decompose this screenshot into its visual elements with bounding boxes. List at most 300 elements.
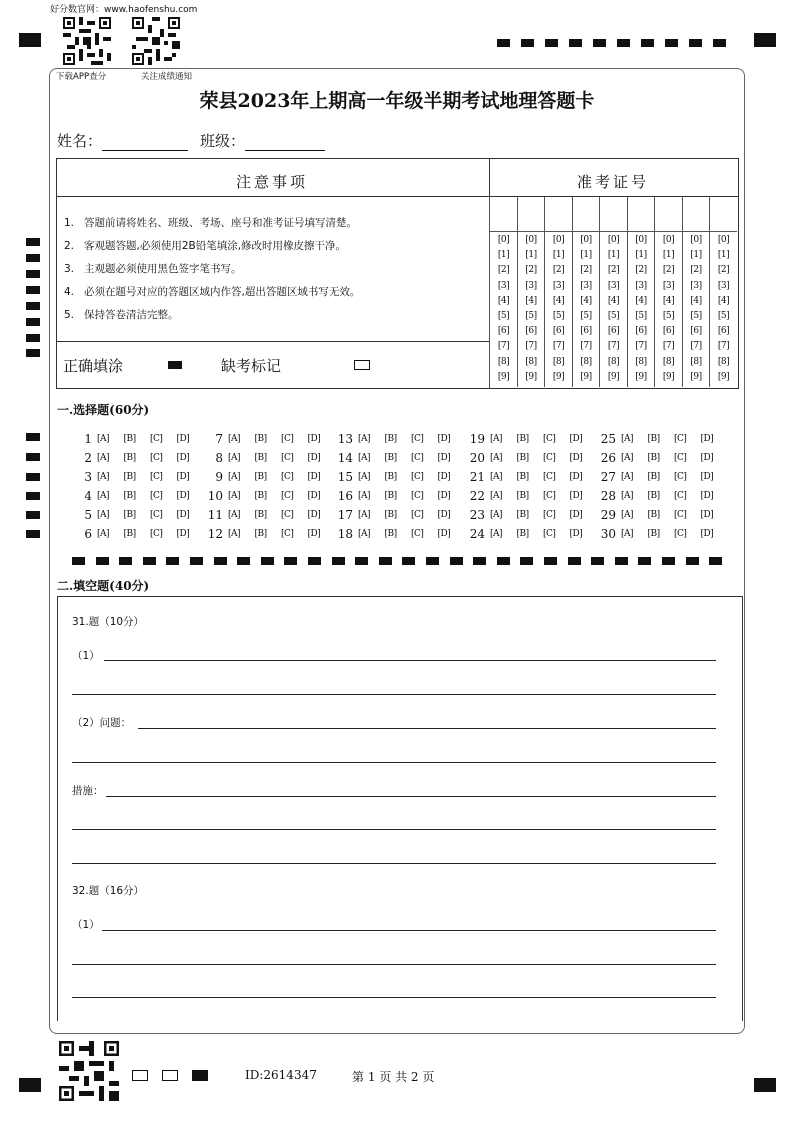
question-number: 13 xyxy=(337,432,353,446)
exam-id-column[interactable] xyxy=(654,197,682,387)
option-bubble[interactable]: [C] xyxy=(411,510,424,520)
option-bubble[interactable]: [C] xyxy=(543,453,556,463)
exam-id-digit-bubble[interactable]: [9] xyxy=(497,371,510,382)
exam-id-digit-bubble[interactable]: [9] xyxy=(580,371,592,382)
page-title: 荣县2023年上期高一年级半期考试地理答题卡 xyxy=(199,90,595,112)
exam-id-digit-bubble[interactable]: [6] xyxy=(607,326,620,337)
option-bubble[interactable]: [A] xyxy=(358,491,371,501)
option-bubble[interactable]: [A] xyxy=(621,491,634,501)
q31-measures-label: 措施： xyxy=(72,785,104,797)
exam-id-digit-bubble[interactable]: [6] xyxy=(525,326,537,337)
option-bubble[interactable]: [A] xyxy=(97,434,110,444)
exam-id-digit-bubble[interactable]: [2] xyxy=(497,265,510,276)
exam-id-digit-bubble[interactable]: [3] xyxy=(497,280,510,291)
answer-line[interactable] xyxy=(72,964,716,965)
option-bubble[interactable]: [A] xyxy=(97,472,110,482)
exam-id-write-cell[interactable] xyxy=(518,197,545,232)
exam-id-write-cell[interactable] xyxy=(600,197,627,232)
option-bubble[interactable]: [D] xyxy=(176,453,190,463)
question-number: 23 xyxy=(469,508,485,522)
option-bubble[interactable]: [D] xyxy=(569,434,583,444)
option-bubble[interactable]: [B] xyxy=(384,434,397,444)
option-bubble[interactable]: [A] xyxy=(490,434,503,444)
timing-mark xyxy=(615,557,628,565)
option-bubble[interactable]: [D] xyxy=(176,434,190,444)
option-bubble[interactable]: [B] xyxy=(647,453,660,463)
exam-id-digit-bubble[interactable]: [2] xyxy=(580,265,592,276)
exam-id-digit-bubble[interactable]: [1] xyxy=(580,250,592,261)
exam-id-digit-bubble[interactable]: [6] xyxy=(552,326,565,337)
option-bubble[interactable]: [C] xyxy=(543,510,556,520)
timing-mark xyxy=(473,557,486,565)
exam-id-digit-bubble[interactable]: [8] xyxy=(635,356,647,367)
note-item: 3. 主观题必须使用黑色签字笔书写。 xyxy=(64,263,242,275)
note-item: 1. 答题前请将姓名、班级、考场、座号和准考证号填写清楚。 xyxy=(64,217,357,229)
option-bubble[interactable]: [C] xyxy=(674,510,687,520)
option-bubble[interactable]: [B] xyxy=(516,453,529,463)
exam-id-digit-bubble[interactable]: [5] xyxy=(662,311,675,321)
option-bubble[interactable]: [C] xyxy=(150,491,163,501)
exam-id-header: 准考证号 xyxy=(576,173,649,191)
option-bubble[interactable]: [C] xyxy=(150,510,163,520)
option-bubble[interactable]: [A] xyxy=(621,434,634,444)
option-bubble[interactable]: [C] xyxy=(150,453,163,463)
exam-id-digit-bubble[interactable]: [6] xyxy=(497,326,510,337)
option-bubble[interactable]: [D] xyxy=(307,491,321,501)
option-bubble[interactable]: [D] xyxy=(437,491,451,501)
class-blank[interactable] xyxy=(245,135,325,151)
exam-id-digit-bubble[interactable]: [6] xyxy=(717,326,730,337)
exam-id-column[interactable] xyxy=(627,197,655,387)
option-bubble[interactable]: [A] xyxy=(490,491,503,501)
option-bubble[interactable]: [D] xyxy=(700,453,714,463)
exam-id-digit-bubble[interactable]: [9] xyxy=(662,371,675,382)
option-bubble[interactable]: [B] xyxy=(254,434,267,444)
exam-id-digit-bubble[interactable]: [1] xyxy=(552,250,565,261)
option-bubble[interactable]: [B] xyxy=(254,510,267,520)
option-bubble[interactable]: [B] xyxy=(647,434,660,444)
absent-mark-box[interactable] xyxy=(354,360,370,370)
exam-id-digit-bubble[interactable]: [1] xyxy=(690,250,702,261)
timing-mark xyxy=(26,473,40,481)
exam-id-digit-bubble[interactable]: [5] xyxy=(580,311,592,321)
exam-id-digit-bubble[interactable]: [8] xyxy=(690,356,702,367)
option-bubble[interactable]: [C] xyxy=(411,529,424,539)
exam-id-digit-bubble[interactable]: [8] xyxy=(525,356,537,367)
answer-line[interactable] xyxy=(102,930,716,931)
timing-mark xyxy=(591,557,604,565)
exam-id-digit-bubble[interactable]: [2] xyxy=(552,265,565,276)
option-bubble[interactable]: [A] xyxy=(621,529,634,539)
timing-mark xyxy=(190,557,203,565)
exam-id-digit-bubble[interactable]: [4] xyxy=(552,295,565,306)
exam-id-digit-bubble[interactable]: [2] xyxy=(662,265,675,276)
option-bubble[interactable]: [D] xyxy=(176,491,190,501)
exam-id-digit-bubble[interactable]: [0] xyxy=(690,235,702,245)
exam-id-write-cell[interactable] xyxy=(655,197,682,232)
option-bubble[interactable]: [A] xyxy=(228,491,241,501)
exam-id-write-cell[interactable] xyxy=(490,197,517,232)
exam-id-write-cell[interactable] xyxy=(545,197,572,232)
option-bubble[interactable]: [A] xyxy=(97,491,110,501)
corner-mark-top-left xyxy=(19,33,41,47)
exam-id-digit-bubble[interactable]: [4] xyxy=(635,295,647,306)
timing-mark xyxy=(686,557,699,565)
exam-id-digit-bubble[interactable]: [1] xyxy=(662,250,675,261)
q31-title: 31.题（10分） xyxy=(72,616,145,628)
option-bubble[interactable]: [C] xyxy=(543,529,556,539)
exam-id-digit-bubble[interactable]: [3] xyxy=(525,280,537,291)
option-bubble[interactable]: [D] xyxy=(569,510,583,520)
option-bubble[interactable]: [A] xyxy=(97,453,110,463)
exam-id-digit-bubble[interactable]: [0] xyxy=(580,235,592,245)
option-bubble[interactable]: [A] xyxy=(358,510,371,520)
option-bubble[interactable]: [A] xyxy=(490,529,503,539)
exam-id-digit-bubble[interactable]: [8] xyxy=(580,356,592,367)
exam-id-digit-bubble[interactable]: [0] xyxy=(635,235,647,245)
question-number: 11 xyxy=(207,508,223,522)
option-bubble[interactable]: [A] xyxy=(228,510,241,520)
option-bubble[interactable]: [C] xyxy=(411,491,424,501)
exam-id-digit-bubble[interactable]: [3] xyxy=(552,280,565,291)
exam-id-column[interactable] xyxy=(517,197,545,387)
option-bubble[interactable]: [B] xyxy=(647,472,660,482)
exam-id-digit-bubble[interactable]: [6] xyxy=(580,326,592,337)
answer-line[interactable] xyxy=(104,660,716,661)
option-bubble[interactable]: [B] xyxy=(123,510,136,520)
option-bubble[interactable]: [D] xyxy=(700,434,714,444)
option-bubble[interactable]: [A] xyxy=(490,453,503,463)
option-bubble[interactable]: [C] xyxy=(543,491,556,501)
option-bubble[interactable]: [B] xyxy=(123,491,136,501)
question-number: 18 xyxy=(337,527,353,541)
option-bubble[interactable]: [A] xyxy=(228,434,241,444)
class-field[interactable] xyxy=(200,130,325,151)
exam-id-digit-bubble[interactable]: [3] xyxy=(690,280,702,291)
option-bubble[interactable]: [D] xyxy=(176,472,190,482)
option-bubble[interactable]: [B] xyxy=(254,453,267,463)
exam-id-digit-bubble[interactable]: [0] xyxy=(497,235,510,245)
name-field[interactable] xyxy=(57,130,188,151)
name-blank[interactable] xyxy=(102,135,188,151)
option-bubble[interactable]: [C] xyxy=(411,472,424,482)
option-bubble[interactable]: [B] xyxy=(123,434,136,444)
exam-id-column[interactable] xyxy=(599,197,627,387)
option-bubble[interactable]: [B] xyxy=(516,529,529,539)
exam-id-digit-bubble[interactable]: [3] xyxy=(635,280,647,291)
option-bubble[interactable]: [C] xyxy=(543,434,556,444)
option-bubble[interactable]: [C] xyxy=(281,491,294,501)
timing-mark xyxy=(545,39,558,47)
exam-id-digit-bubble[interactable]: [9] xyxy=(690,371,702,382)
option-bubble[interactable]: [D] xyxy=(569,529,583,539)
exam-id-column[interactable] xyxy=(709,197,737,387)
exam-id-column[interactable] xyxy=(682,197,710,387)
exam-id-digit-bubble[interactable]: [8] xyxy=(497,356,510,367)
option-bubble[interactable]: [B] xyxy=(254,529,267,539)
option-bubble[interactable]: [D] xyxy=(307,472,321,482)
sheet-id: ID:2614347 xyxy=(245,1068,317,1082)
option-bubble[interactable]: [C] xyxy=(674,434,687,444)
question-number: 3 xyxy=(84,470,92,484)
option-bubble[interactable]: [B] xyxy=(516,491,529,501)
exam-id-digit-bubble[interactable]: [7] xyxy=(497,341,510,352)
option-bubble[interactable]: [A] xyxy=(97,510,110,520)
option-bubble[interactable]: [D] xyxy=(700,510,714,520)
question-number: 28 xyxy=(600,489,616,503)
exam-id-digit-bubble[interactable]: [5] xyxy=(552,311,565,321)
answer-line[interactable] xyxy=(72,863,716,864)
timing-mark xyxy=(166,557,179,565)
answer-line[interactable] xyxy=(72,762,716,763)
timing-mark xyxy=(261,557,274,565)
exam-id-digit-bubble[interactable]: [9] xyxy=(607,371,620,382)
timing-mark xyxy=(568,557,581,565)
q32-part1-label: （1） xyxy=(72,919,100,931)
option-bubble[interactable]: [A] xyxy=(228,472,241,482)
exam-id-digit-bubble[interactable]: [7] xyxy=(662,341,675,352)
exam-id-digit-bubble[interactable]: [4] xyxy=(497,295,510,306)
exam-id-digit-bubble[interactable]: [6] xyxy=(662,326,675,337)
option-bubble[interactable]: [C] xyxy=(674,529,687,539)
option-bubble[interactable]: [B] xyxy=(647,491,660,501)
exam-id-digit-bubble[interactable]: [2] xyxy=(525,265,537,276)
answer-line[interactable] xyxy=(72,997,716,998)
option-bubble[interactable]: [D] xyxy=(307,434,321,444)
timing-mark xyxy=(709,557,722,565)
timing-mark xyxy=(26,453,40,461)
option-bubble[interactable]: [B] xyxy=(254,491,267,501)
option-bubble[interactable]: [B] xyxy=(123,529,136,539)
option-bubble[interactable]: [B] xyxy=(516,434,529,444)
option-bubble[interactable]: [C] xyxy=(150,434,163,444)
option-bubble[interactable]: [D] xyxy=(437,510,451,520)
exam-id-digit-bubble[interactable]: [9] xyxy=(552,371,565,382)
exam-id-digit-bubble[interactable]: [0] xyxy=(552,235,565,245)
exam-id-digit-bubble[interactable]: [1] xyxy=(497,250,510,261)
option-bubble[interactable]: [C] xyxy=(543,472,556,482)
option-bubble[interactable]: [B] xyxy=(647,510,660,520)
option-bubble[interactable]: [C] xyxy=(281,510,294,520)
option-bubble[interactable]: [A] xyxy=(621,510,634,520)
option-bubble[interactable]: [C] xyxy=(281,434,294,444)
exam-id-digit-bubble[interactable]: [0] xyxy=(717,235,730,245)
timing-mark xyxy=(617,39,630,47)
exam-id-digit-bubble[interactable]: [1] xyxy=(607,250,620,261)
timing-mark xyxy=(521,39,534,47)
option-bubble[interactable]: [A] xyxy=(621,453,634,463)
exam-id-column[interactable] xyxy=(572,197,600,387)
exam-id-digit-bubble[interactable]: [6] xyxy=(635,326,647,337)
exam-id-digit-bubble[interactable]: [7] xyxy=(635,341,647,352)
option-bubble[interactable]: [C] xyxy=(281,529,294,539)
exam-id-digit-bubble[interactable]: [0] xyxy=(662,235,675,245)
exam-id-digit-bubble[interactable]: [8] xyxy=(662,356,675,367)
option-bubble[interactable]: [A] xyxy=(228,453,241,463)
exam-id-column[interactable] xyxy=(544,197,572,387)
option-bubble[interactable]: [A] xyxy=(358,453,371,463)
option-bubble[interactable]: [B] xyxy=(647,529,660,539)
option-bubble[interactable]: [A] xyxy=(490,472,503,482)
option-bubble[interactable]: [C] xyxy=(674,472,687,482)
exam-id-digit-bubble[interactable]: [5] xyxy=(607,311,620,321)
option-bubble[interactable]: [B] xyxy=(516,510,529,520)
answer-line[interactable] xyxy=(72,829,716,830)
timing-mark xyxy=(96,557,109,565)
correct-fill-sample xyxy=(168,361,182,369)
exam-id-write-cell[interactable] xyxy=(573,197,600,232)
timing-mark xyxy=(308,557,321,565)
question-number: 4 xyxy=(84,489,92,503)
option-bubble[interactable]: [B] xyxy=(384,510,397,520)
exam-id-digit-bubble[interactable]: [9] xyxy=(525,371,537,382)
qr-code-footer xyxy=(59,1041,119,1101)
exam-id-digit-bubble[interactable]: [7] xyxy=(690,341,702,352)
option-bubble[interactable]: [D] xyxy=(307,510,321,520)
option-bubble[interactable]: [D] xyxy=(176,510,190,520)
option-bubble[interactable]: [C] xyxy=(150,472,163,482)
option-bubble[interactable]: [D] xyxy=(569,472,583,482)
site-label: 好分数官网：www.haofenshu.com xyxy=(50,5,198,15)
exam-id-write-cell[interactable] xyxy=(710,197,737,232)
option-bubble[interactable]: [C] xyxy=(411,434,424,444)
option-bubble[interactable]: [D] xyxy=(307,453,321,463)
exam-id-digit-bubble[interactable]: [3] xyxy=(717,280,730,291)
timing-mark xyxy=(379,557,392,565)
answer-line[interactable] xyxy=(138,728,716,729)
timing-mark xyxy=(332,557,345,565)
option-bubble[interactable]: [D] xyxy=(176,529,190,539)
option-bubble[interactable]: [B] xyxy=(516,472,529,482)
option-bubble[interactable]: [D] xyxy=(700,529,714,539)
exam-id-digit-bubble[interactable]: [4] xyxy=(607,295,620,306)
exam-id-digit-bubble[interactable]: [2] xyxy=(635,265,647,276)
option-bubble[interactable]: [B] xyxy=(384,472,397,482)
option-bubble[interactable]: [D] xyxy=(700,472,714,482)
option-bubble[interactable]: [B] xyxy=(384,529,397,539)
exam-id-digit-bubble[interactable]: [0] xyxy=(607,235,620,245)
exam-id-digit-bubble[interactable]: [7] xyxy=(717,341,730,352)
option-bubble[interactable]: [D] xyxy=(700,491,714,501)
option-bubble[interactable]: [C] xyxy=(281,472,294,482)
option-bubble[interactable]: [D] xyxy=(307,529,321,539)
option-bubble[interactable]: [A] xyxy=(228,529,241,539)
exam-id-digit-bubble[interactable]: [1] xyxy=(635,250,647,261)
option-bubble[interactable]: [B] xyxy=(384,453,397,463)
option-bubble[interactable]: [D] xyxy=(437,453,451,463)
exam-id-digit-bubble[interactable]: [8] xyxy=(607,356,620,367)
exam-id-digit-bubble[interactable]: [7] xyxy=(525,341,537,352)
option-bubble[interactable]: [B] xyxy=(254,472,267,482)
exam-id-digit-bubble[interactable]: [7] xyxy=(607,341,620,352)
q32-title: 32.题（16分） xyxy=(72,885,145,897)
option-bubble[interactable]: [A] xyxy=(621,472,634,482)
option-bubble[interactable]: [B] xyxy=(123,472,136,482)
section2-title: 二.填空题(40分) xyxy=(57,579,150,593)
timing-mark xyxy=(638,557,651,565)
exam-id-digit-bubble[interactable]: [5] xyxy=(690,311,702,321)
option-bubble[interactable]: [A] xyxy=(358,434,371,444)
timing-mark xyxy=(593,39,606,47)
exam-id-digit-bubble[interactable]: [5] xyxy=(497,311,510,321)
option-bubble[interactable]: [C] xyxy=(411,453,424,463)
footer-mark-empty xyxy=(132,1070,148,1081)
exam-id-digit-bubble[interactable]: [4] xyxy=(525,295,537,306)
question-number: 6 xyxy=(84,527,92,541)
exam-id-digit-bubble[interactable]: [4] xyxy=(662,295,675,306)
option-bubble[interactable]: [A] xyxy=(358,472,371,482)
option-bubble[interactable]: [D] xyxy=(569,491,583,501)
note-item: 2. 客观题答题,必须使用2B铅笔填涂,修改时用橡皮擦干净。 xyxy=(64,240,347,252)
timing-mark xyxy=(119,557,132,565)
exam-id-write-cell[interactable] xyxy=(628,197,655,232)
exam-id-digit-bubble[interactable]: [5] xyxy=(717,311,730,321)
timing-mark xyxy=(689,39,702,47)
option-bubble[interactable]: [D] xyxy=(569,453,583,463)
option-bubble[interactable]: [B] xyxy=(384,491,397,501)
exam-id-digit-bubble[interactable]: [9] xyxy=(635,371,647,382)
exam-id-digit-bubble[interactable]: [3] xyxy=(580,280,592,291)
exam-id-write-cell[interactable] xyxy=(683,197,710,232)
timing-mark xyxy=(26,286,40,294)
timing-mark xyxy=(72,557,85,565)
exam-id-digit-bubble[interactable]: [3] xyxy=(662,280,675,291)
exam-id-digit-bubble[interactable]: [4] xyxy=(690,295,702,306)
option-bubble[interactable]: [A] xyxy=(97,529,110,539)
exam-id-digit-bubble[interactable]: [5] xyxy=(525,311,537,321)
question-number: 10 xyxy=(207,489,223,503)
exam-id-digit-bubble[interactable]: [9] xyxy=(717,371,730,382)
timing-mark xyxy=(237,557,250,565)
exam-id-digit-bubble[interactable]: [2] xyxy=(690,265,702,276)
exam-id-digit-bubble[interactable]: [1] xyxy=(717,250,730,261)
exam-id-digit-bubble[interactable]: [8] xyxy=(552,356,565,367)
option-bubble[interactable]: [D] xyxy=(437,472,451,482)
exam-id-digit-bubble[interactable]: [7] xyxy=(552,341,565,352)
option-bubble[interactable]: [A] xyxy=(490,510,503,520)
qr-code-app xyxy=(63,17,111,65)
exam-id-digit-bubble[interactable]: [1] xyxy=(525,250,537,261)
question-number: 21 xyxy=(469,470,485,484)
answer-line[interactable] xyxy=(72,694,716,695)
exam-id-digit-bubble[interactable]: [5] xyxy=(635,311,647,321)
exam-id-digit-bubble[interactable]: [4] xyxy=(580,295,592,306)
exam-id-digit-bubble[interactable]: [4] xyxy=(717,295,730,306)
option-bubble[interactable]: [C] xyxy=(674,491,687,501)
exam-id-digit-bubble[interactable]: [3] xyxy=(607,280,620,291)
exam-id-column[interactable] xyxy=(489,197,517,387)
option-bubble[interactable]: [C] xyxy=(674,453,687,463)
notes-header-divider xyxy=(56,196,489,197)
option-bubble[interactable]: [C] xyxy=(281,453,294,463)
exam-id-digit-bubble[interactable]: [7] xyxy=(580,341,592,352)
exam-id-digit-bubble[interactable]: [2] xyxy=(717,265,730,276)
option-bubble[interactable]: [B] xyxy=(123,453,136,463)
exam-id-digit-bubble[interactable]: [2] xyxy=(607,265,620,276)
exam-id-digit-bubble[interactable]: [8] xyxy=(717,356,730,367)
exam-id-digit-bubble[interactable]: [0] xyxy=(525,235,537,245)
qr-caption-follow: 关注成绩通知 xyxy=(141,72,193,82)
exam-id-digit-bubble[interactable]: [6] xyxy=(690,326,702,337)
timing-mark xyxy=(450,557,463,565)
timing-mark xyxy=(641,39,654,47)
option-bubble[interactable]: [D] xyxy=(437,529,451,539)
answer-line[interactable] xyxy=(106,796,716,797)
option-bubble[interactable]: [D] xyxy=(437,434,451,444)
question-number: 14 xyxy=(337,451,353,465)
option-bubble[interactable]: [A] xyxy=(358,529,371,539)
option-bubble[interactable]: [C] xyxy=(150,529,163,539)
